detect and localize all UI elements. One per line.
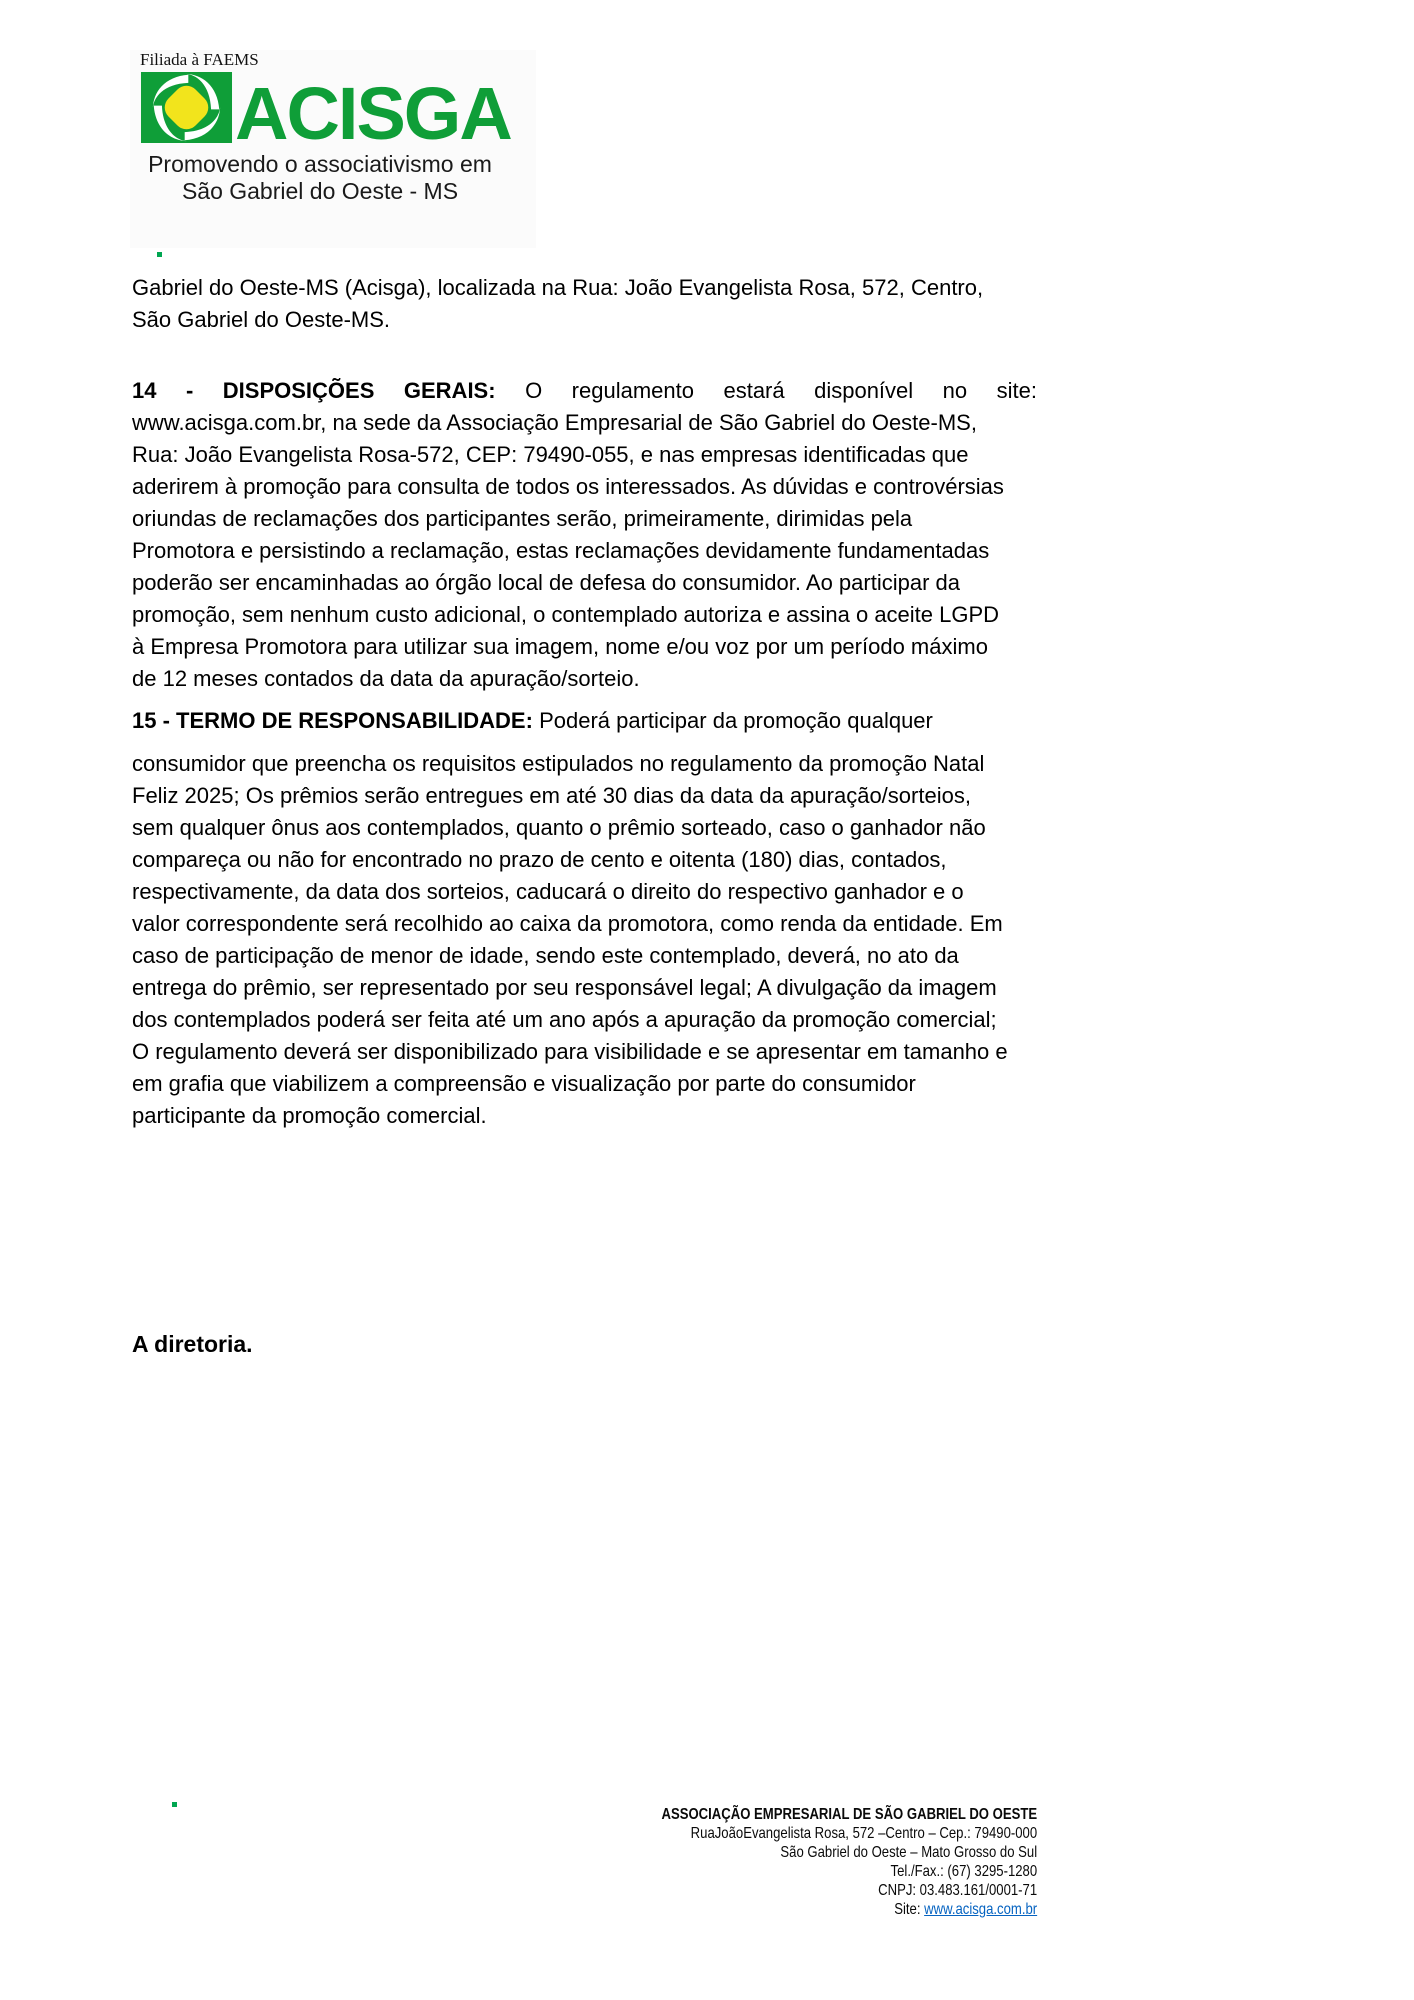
text-line: caso de participação de menor de idade, sendo este contemplado, deverá, no ato da xyxy=(132,943,959,968)
text-line: poderão ser encaminhadas ao órgão local de defesa do consumidor. Ao participar da xyxy=(132,570,960,595)
section-15-heading-rest: Poderá participar da promoção qualquer xyxy=(539,708,933,733)
section-15-paragraph xyxy=(132,748,1037,1132)
text-line: dos contemplados poderá ser feita até um ano após a apuração da promoção comercial; xyxy=(132,1007,997,1032)
section-14-heading-rest: O regulamento estará disponível no site: xyxy=(525,378,1037,403)
text-line: valor correspondente será recolhido ao caixa da promotora, como renda da entidade. Em xyxy=(132,911,1003,936)
section-14-heading-bold: 14 - DISPOSIÇÕES GERAIS: xyxy=(132,378,496,403)
footer xyxy=(661,1805,1037,1919)
text-line: sem qualquer ônus aos contemplados, quanto o prêmio sorteado, caso o ganhador não xyxy=(132,815,986,840)
text-line: Gabriel do Oeste-MS (Acisga), localizada na Rua: João Evangelista Rosa, 572, Centro, xyxy=(132,275,984,300)
logo-row xyxy=(140,72,536,155)
text-line: Promotora e persistindo a reclamação, estas reclamações devidamente fundamentadas xyxy=(132,538,990,563)
text-line: entrega do prêmio, ser representado por seu responsável legal; A divulgação da imagem xyxy=(132,975,997,1000)
text-line: Rua: João Evangelista Rosa-572, CEP: 79490-055, e nas empresas identificadas que xyxy=(132,442,969,467)
text-line: de 12 meses contados da data da apuração/sorteio. xyxy=(132,666,640,691)
letterhead xyxy=(130,50,536,248)
section-15-heading xyxy=(132,705,1037,737)
document-text xyxy=(132,272,1037,1360)
tagline xyxy=(130,151,510,205)
footer-org-name: ASSOCIAÇÃO EMPRESARIAL DE SÃO GABRIEL DO OESTE xyxy=(661,1806,1037,1823)
intro-paragraph xyxy=(132,272,1037,336)
footer-site-label: Site: xyxy=(894,1901,924,1918)
acisga-swirl-logo-icon xyxy=(140,72,233,143)
signature-text: A diretoria. xyxy=(132,1331,253,1357)
text-line: compareça ou não for encontrado no prazo de cento e oitenta (180) dias, contados, xyxy=(132,847,947,872)
text-line: O regulamento deverá ser disponibilizado para visibilidade e se apresentar em tamanho e xyxy=(132,1039,1008,1064)
text-line: RuaJoãoEvangelista Rosa, 572 –Centro – Cep.: 79490-000 xyxy=(690,1825,1037,1842)
text-line: em grafia que viabilizem a compreensão e visualização por parte do consumidor xyxy=(132,1071,916,1096)
text-line: CNPJ: 03.483.161/0001-71 xyxy=(877,1882,1037,1899)
text-line: participante da promoção comercial. xyxy=(132,1103,487,1128)
text-line: aderirem à promoção para consulta de todos os interessados. As dúvidas e controvérsias xyxy=(132,474,1004,499)
tagline-line-1: Promovendo o associativismo em xyxy=(148,151,492,177)
footer-site-line xyxy=(661,1900,1037,1919)
text-line: São Gabriel do Oeste – Mato Grosso do Sul xyxy=(780,1844,1037,1861)
footer-site-link[interactable]: www.acisga.com.br xyxy=(923,1901,1037,1918)
section-14-heading xyxy=(132,375,1037,407)
green-square-artifact-top xyxy=(157,252,162,257)
footer-address-lines xyxy=(661,1824,1037,1900)
section-14-paragraph xyxy=(132,407,1037,695)
affiliation-text: Filiada à FAEMS xyxy=(140,50,259,69)
text-line: à Empresa Promotora para utilizar sua imagem, nome e/ou voz por um período máximo xyxy=(132,634,988,659)
brand-name: ACISGA xyxy=(235,72,511,155)
text-line: Feliz 2025; Os prêmios serão entregues em até 30 dias da data da apuração/sorteios, xyxy=(132,783,971,808)
text-line: respectivamente, da data dos sorteios, caducará o direito do respectivo ganhador e o xyxy=(132,879,964,904)
text-line: www.acisga.com.br, na sede da Associação Empresarial de São Gabriel do Oeste-MS, xyxy=(132,410,977,435)
text-line: Tel./Fax.: (67) 3295-1280 xyxy=(890,1863,1037,1880)
section-14 xyxy=(132,375,1037,695)
tagline-line-2: São Gabriel do Oeste - MS xyxy=(181,178,459,204)
text-line: São Gabriel do Oeste-MS. xyxy=(132,307,391,332)
text-line: oriundas de reclamações dos participantes serão, primeiramente, dirimidas pela xyxy=(132,506,913,531)
green-square-artifact-bottom xyxy=(172,1802,177,1807)
text-line: consumidor que preencha os requisitos estipulados no regulamento da promoção Natal xyxy=(132,751,985,776)
section-15-heading-bold: 15 - TERMO DE RESPONSABILIDADE: xyxy=(132,708,533,733)
text-line: promoção, sem nenhum custo adicional, o contemplado autoriza e assina o aceite LGPD xyxy=(132,602,1000,627)
